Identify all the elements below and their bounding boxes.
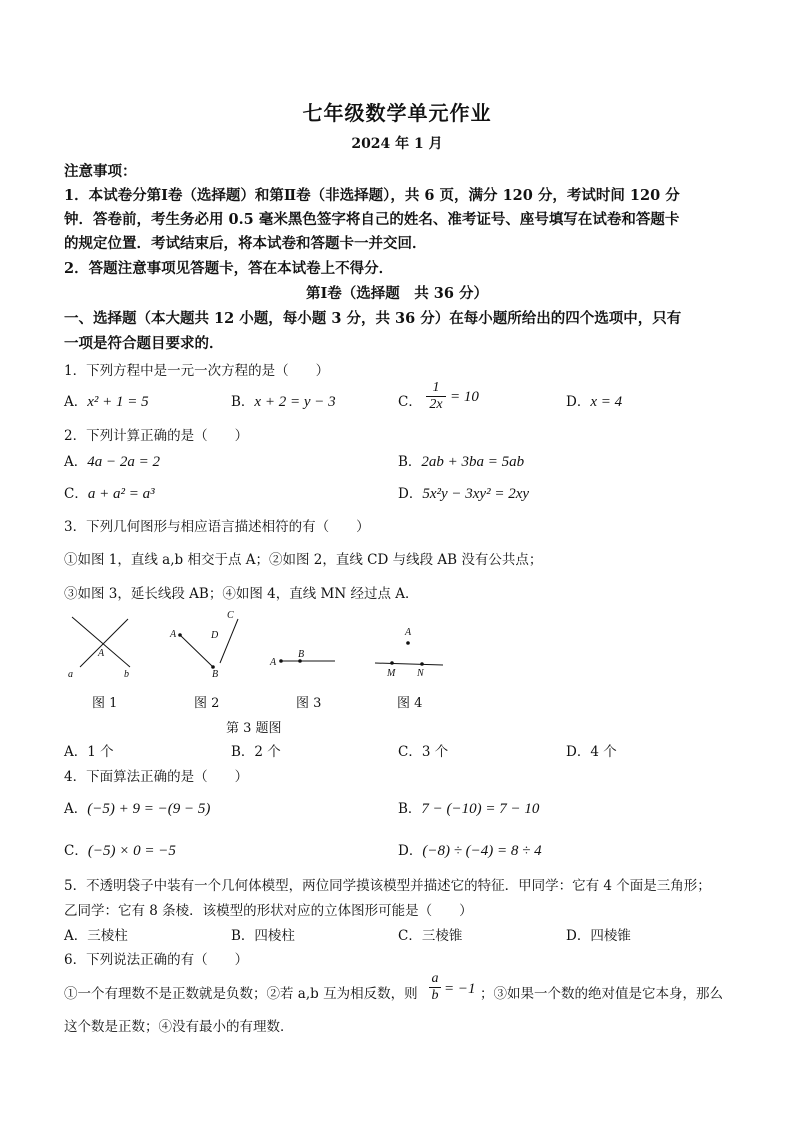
fig2-label-C: C <box>227 610 234 621</box>
fig1-label-b: b <box>124 669 129 680</box>
fig2-segment-AB <box>180 635 213 667</box>
part1-title: 第Ⅰ卷（选择题 共 36 分） <box>305 285 489 302</box>
q5-option-d: D．四棱锥 <box>566 928 631 944</box>
q6-line2: 这个数是正数；④没有最小的有理数． <box>64 1019 294 1035</box>
fig2-label-D: D <box>211 630 219 641</box>
q2-option-c <box>64 482 155 503</box>
page-title: 七年级数学单元作业 <box>302 101 492 125</box>
q3-figures <box>60 605 460 683</box>
notice-item1-line3: 的规定位置．考试结束后，将本试卷和答题卡一并交回． <box>64 235 427 252</box>
q5-line2: 乙同学：它有 8 条棱．该模型的形状对应的立体图形可能是（ ） <box>64 903 473 919</box>
q1-b-math: x + 2 = y − 3 <box>254 394 336 410</box>
q6-stem: 6．下列说法正确的有（ ） <box>64 952 249 968</box>
q1-c-label: C． <box>398 394 422 410</box>
q5-option-b: B．四棱柱 <box>231 928 295 944</box>
fig1-caption: 图 1 <box>92 696 118 711</box>
fig3-point-A <box>279 659 283 663</box>
section1-line1: 一、选择题（本大题共 12 小题，每小题 3 分，共 36 分）在每小题所给出的四个选项中，只有 <box>64 310 682 327</box>
q6-fraction-numerator: a <box>431 971 439 986</box>
q2-stem: 2．下列计算正确的是（ ） <box>64 428 249 444</box>
exam-date: 2024 年 1 月 <box>351 136 443 152</box>
q4-c-math: (−5) × 0 = −5 <box>87 843 176 859</box>
q1-d-math: x = 4 <box>590 394 623 410</box>
q3-option-b: B．2 个 <box>231 744 281 760</box>
q1-option-b <box>231 390 336 411</box>
q4-d-math: (−8) ÷ (−4) = 8 ÷ 4 <box>422 843 542 859</box>
q4-option-a <box>64 797 210 818</box>
q1-c-numerator: 1 <box>432 380 440 395</box>
q2-b-label: B． <box>398 454 422 470</box>
fig4-caption: 图 4 <box>397 696 423 711</box>
fig4-line-MN <box>375 663 443 665</box>
fig2-label-A: A <box>170 629 177 640</box>
q2-c-math: a + a² = a³ <box>87 486 155 502</box>
q4-d-label: D． <box>398 843 423 859</box>
notice-item1-line1: 1．本试卷分第Ⅰ卷（选择题）和第Ⅱ卷（非选择题），共 6 页，满分 120 分，考试时间 120 分 <box>64 187 680 204</box>
fig3-label-B: B <box>298 649 305 660</box>
q3-option-c: C．3 个 <box>398 744 449 760</box>
q1-a-math: x² + 1 = 5 <box>87 394 149 410</box>
fig2-line-CD <box>220 619 238 663</box>
q6-line1-post: ；③如果一个数的绝对值是它本身，那么 <box>480 986 723 1002</box>
notice-heading: 注意事项： <box>64 163 137 180</box>
q4-b-label: B． <box>398 801 422 817</box>
fig1-label-a: a <box>68 669 73 680</box>
q1-option-a <box>64 390 149 411</box>
q1-c-rest: = 10 <box>450 389 479 405</box>
q2-a-label: A． <box>64 454 88 470</box>
q1-b-label: B． <box>231 394 255 410</box>
fig1-label-A: A <box>98 648 105 659</box>
q6-fraction <box>429 971 441 1004</box>
q2-b-math: 2ab + 3ba = 5ab <box>421 454 525 470</box>
q6-fraction-rest: = −1 <box>444 981 476 997</box>
notice-item2: 2．答题注意事项见答题卡，答在本试卷上不得分． <box>64 260 394 277</box>
q4-stem: 4．下面算法正确的是（ ） <box>64 769 249 785</box>
fig4-point-N <box>420 662 424 666</box>
fig2-caption: 图 2 <box>194 696 220 711</box>
fig3-caption: 图 3 <box>296 696 322 711</box>
q2-option-b <box>398 450 524 471</box>
q4-b-math: 7 − (−10) = 7 − 10 <box>421 801 540 817</box>
q3-desc2: ③如图 3，延长线段 AB；④如图 4，直线 MN 经过点 A． <box>64 586 419 602</box>
q5-line1: 5．不透明袋子中装有一个几何体模型，两位同学摸该模型并描述它的特征．甲同学：它有 4 个面是三角形； <box>64 878 711 894</box>
q1-c-denominator: 2x <box>426 396 446 413</box>
q5-option-a: A．三棱柱 <box>64 928 128 944</box>
q2-option-a <box>64 450 160 471</box>
fig1-line-a <box>72 617 130 667</box>
fig4-label-A: A <box>405 627 412 638</box>
q6-line1-pre: ①一个有理数不是正数就是负数；②若 a,b 互为相反数，则 <box>64 986 418 1002</box>
q3-desc1: ①如图 1，直线 a,b 相交于点 A；②如图 2，直线 CD 与线段 AB 没有公共点； <box>64 552 543 568</box>
q4-a-label: A． <box>64 801 88 817</box>
q4-option-c <box>64 839 176 860</box>
q1-option-d <box>566 390 622 411</box>
q4-option-d <box>398 839 542 860</box>
q3-option-d: D．4 个 <box>566 744 617 760</box>
section1-line2: 一项是符合题目要求的． <box>64 335 224 352</box>
fig4-point-A <box>406 641 410 645</box>
q1-d-label: D． <box>566 394 591 410</box>
fig4-label-N: N <box>417 668 424 679</box>
fig3-label-A: A <box>270 657 277 668</box>
notice-item1-line2: 钟．答卷前，考生务必用 0.5 毫米黑色签字将自己的姓名、准考证号、座号填写在试卷和答题卡 <box>64 211 680 228</box>
q2-d-math: 5x²y − 3xy² = 2xy <box>422 486 530 502</box>
q4-option-b <box>398 797 539 818</box>
q3-stem: 3．下列几何图形与相应语言描述相符的有（ ） <box>64 519 370 535</box>
fig1-line-b <box>80 619 128 667</box>
q4-a-math: (−5) + 9 = −(9 − 5) <box>87 801 211 817</box>
fig2-label-B: B <box>212 669 219 680</box>
q2-d-label: D． <box>398 486 423 502</box>
q1-a-label: A． <box>64 394 88 410</box>
fig4-label-M: M <box>387 668 396 679</box>
q3-option-a: A．1 个 <box>64 744 114 760</box>
q4-c-label: C． <box>64 843 88 859</box>
q5-option-c: C．三棱锥 <box>398 928 463 944</box>
fig2-point-A <box>178 633 182 637</box>
q3-figure-caption: 第 3 题图 <box>226 721 282 736</box>
q1-stem: 1．下列方程中是一元一次方程的是（ ） <box>64 363 330 379</box>
q1-c-fraction <box>426 380 446 413</box>
q6-fraction-denominator: b <box>429 987 441 1004</box>
q2-c-label: C． <box>64 486 88 502</box>
q2-option-d <box>398 482 529 503</box>
q2-a-math: 4a − 2a = 2 <box>87 454 160 470</box>
fig4-point-M <box>390 661 394 665</box>
